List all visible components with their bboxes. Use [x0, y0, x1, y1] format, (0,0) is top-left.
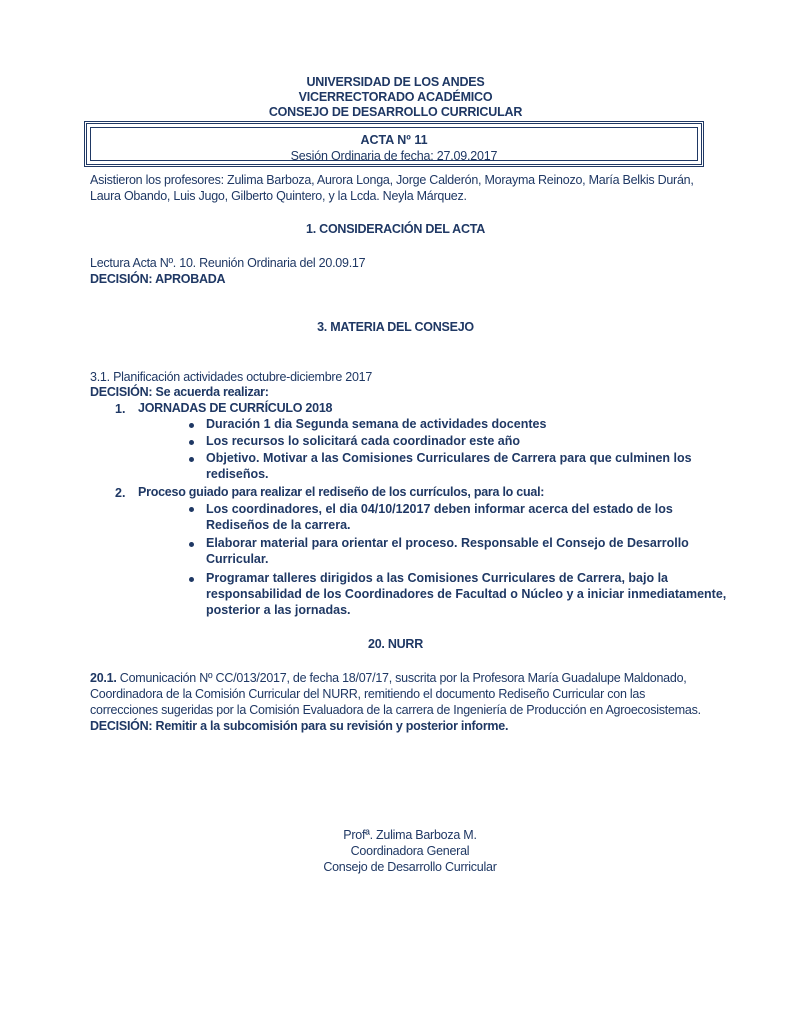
header-vicerrectorado: VICERRECTORADO ACADÉMICO [298, 90, 493, 104]
section3-decision: DECISIÓN: Se acuerda realizar: [90, 385, 269, 399]
bullet-icon [189, 577, 194, 582]
acta-title: ACTA Nº 11 [360, 133, 428, 147]
attendance-line-2: Laura Obando, Luis Jugo, Gilberto Quintero, y la Lcda. Neyla Márquez. [90, 189, 467, 203]
signature-name: Profª. Zulima Barboza M. [343, 828, 477, 842]
section20-paragraph-line-2: Coordinadora de la Comisión Curricular del NURR, remitiendo el documento Rediseño Curricular con las [90, 687, 646, 701]
bullet-text-continued: posterior a las jornadas. [206, 603, 351, 617]
section20-decision: DECISIÓN: Remitir a la subcomisión para su revisión y posterior informe. [90, 719, 509, 733]
section20-paragraph-line-1 [90, 671, 701, 687]
section1-heading: 1. CONSIDERACIÓN DEL ACTA [306, 222, 485, 236]
list-title-1: JORNADAS DE CURRÍCULO 2018 [138, 401, 333, 415]
bullet-icon [189, 457, 194, 462]
bullet-text: Duración 1 dia Segunda semana de actividades docentes [206, 417, 547, 431]
signature-org: Consejo de Desarrollo Curricular [323, 860, 497, 874]
header-university: UNIVERSIDAD DE LOS ANDES [306, 75, 485, 89]
section20-heading: 20. NURR [368, 637, 423, 651]
section3-item: 3.1. Planificación actividades octubre-diciembre 2017 [90, 370, 373, 384]
bullet-text-continued: rediseños. [206, 467, 269, 481]
acta-subtitle: Sesión Ordinaria de fecha: 27.09.2017 [290, 149, 498, 163]
bullet-icon [189, 507, 194, 512]
list-number-1: 1. [115, 402, 126, 416]
attendance-line-1: Asistieron los profesores: Zulima Barboza, Aurora Longa, Jorge Calderón, Morayma Reinozo, María Belkis Durán, [90, 173, 694, 187]
bullet-text: Objetivo. Motivar a las Comisiones Curriculares de Carrera para que culminen los [206, 451, 692, 465]
bullet-icon [189, 423, 194, 428]
section20-paragraph-line-3: correcciones sugeridas por la Comisión Evaluadora de la carrera de Ingeniería de Producción en Agroecosistemas. [90, 703, 701, 717]
bullet-text-continued: Rediseños de la carrera. [206, 518, 351, 532]
acta-box [84, 121, 704, 167]
bullet-text-continued: Curricular. [206, 552, 269, 566]
section20-text-1: Comunicación Nº CC/013/2017, de fecha 18/07/17, suscrita por la Profesora María Guadalupe Maldonado, [119, 671, 687, 685]
bullet-text: Programar talleres dirigidos a las Comisiones Curriculares de Carrera, bajo la [206, 571, 668, 585]
section1-reading: Lectura Acta Nº. 10. Reunión Ordinaria del 20.09.17 [90, 256, 366, 270]
bullet-icon [189, 440, 194, 445]
list-title-2: Proceso guiado para realizar el rediseño de los currículos, para lo cual: [138, 485, 545, 499]
list-number-2: 2. [115, 486, 126, 500]
signature-role: Coordinadora General [350, 844, 470, 858]
bullet-icon [189, 542, 194, 547]
section3-heading: 3. MATERIA DEL CONSEJO [317, 320, 474, 334]
header-council: CONSEJO DE DESARROLLO CURRICULAR [268, 105, 523, 119]
section20-number: 20.1. [90, 671, 117, 685]
section1-decision: DECISIÓN: APROBADA [90, 272, 226, 286]
bullet-text: Elaborar material para orientar el proceso. Responsable el Consejo de Desarrollo [206, 536, 689, 550]
bullet-text: Los recursos lo solicitará cada coordinador este año [206, 434, 520, 448]
bullet-text: Los coordinadores, el dia 04/10/12017 deben informar acerca del estado de los [206, 502, 673, 516]
bullet-text-continued: responsabilidad de los Coordinadores de Facultad o Núcleo y a iniciar inmediatamente, [206, 587, 727, 601]
